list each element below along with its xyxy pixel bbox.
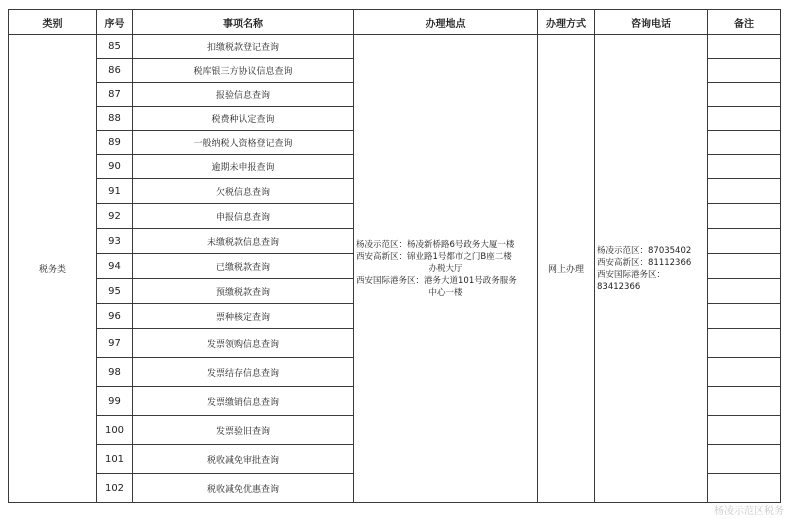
note-cell — [708, 107, 781, 131]
item-name-cell: 逾期未申报查询 — [133, 155, 354, 179]
item-name-cell: 已缴税款查询 — [133, 254, 354, 279]
header-location: 办理地点 — [354, 10, 538, 35]
note-cell — [708, 229, 781, 254]
seq-cell: 97 — [97, 329, 133, 358]
item-name-cell: 申报信息查询 — [133, 204, 354, 229]
note-cell — [708, 155, 781, 179]
note-cell — [708, 329, 781, 358]
phone-line: 西安国际港务区： — [597, 269, 666, 280]
seq-cell: 101 — [97, 445, 133, 474]
table-body — [9, 35, 781, 503]
seq-cell: 96 — [97, 304, 133, 329]
note-cell — [708, 445, 781, 474]
seq-cell: 98 — [97, 358, 133, 387]
note-cell — [708, 358, 781, 387]
method-cell: 网上办理 — [538, 35, 595, 503]
seq-cell: 91 — [97, 179, 133, 204]
header-seq: 序号 — [97, 10, 133, 35]
location-line: 中心一楼 — [428, 287, 463, 298]
phone-line: 杨凌示范区：87035402 — [597, 245, 692, 256]
watermark: 杨凌示范区税务 — [714, 506, 784, 517]
note-cell — [708, 59, 781, 83]
note-cell — [708, 131, 781, 155]
phone-cell — [595, 35, 708, 503]
phone-line: 83412366 — [597, 281, 641, 292]
note-cell — [708, 204, 781, 229]
item-name-cell: 票种核定查询 — [133, 304, 354, 329]
note-cell — [708, 179, 781, 204]
seq-cell: 100 — [97, 416, 133, 445]
header-item: 事项名称 — [133, 10, 354, 35]
note-cell — [708, 254, 781, 279]
note-cell — [708, 83, 781, 107]
item-name-cell: 发票结存信息查询 — [133, 358, 354, 387]
item-name-cell: 发票缴销信息查询 — [133, 387, 354, 416]
seq-cell: 102 — [97, 474, 133, 503]
location-line: 西安国际港务区：港务大道101号政务服务 — [356, 275, 517, 286]
item-name-cell: 未缴税款信息查询 — [133, 229, 354, 254]
seq-cell: 93 — [97, 229, 133, 254]
seq-cell: 85 — [97, 35, 133, 59]
seq-cell: 87 — [97, 83, 133, 107]
note-cell — [708, 279, 781, 304]
seq-cell: 89 — [97, 131, 133, 155]
item-name-cell: 扣缴税款登记查询 — [133, 35, 354, 59]
seq-cell: 88 — [97, 107, 133, 131]
seq-cell: 92 — [97, 204, 133, 229]
seq-cell: 99 — [97, 387, 133, 416]
item-name-cell: 发票验旧查询 — [133, 416, 354, 445]
item-name-cell: 税库银三方协议信息查询 — [133, 59, 354, 83]
seq-cell: 90 — [97, 155, 133, 179]
item-name-cell: 发票领购信息查询 — [133, 329, 354, 358]
location-line: 西安高新区：锦业路1号都市之门B座二楼 — [356, 251, 512, 262]
table-row — [9, 35, 781, 59]
location-cell — [354, 35, 538, 503]
item-name-cell: 税收减免审批查询 — [133, 445, 354, 474]
category-cell: 税务类 — [9, 35, 97, 503]
item-name-cell: 报验信息查询 — [133, 83, 354, 107]
location-line: 杨凌示范区：杨凌新桥路6号政务大厦一楼 — [356, 239, 515, 250]
tax-items-table — [8, 9, 781, 503]
header-note: 备注 — [708, 10, 781, 35]
item-name-cell: 欠税信息查询 — [133, 179, 354, 204]
phone-line: 西安高新区：81112366 — [597, 257, 692, 268]
note-cell — [708, 416, 781, 445]
item-name-cell: 税收减免优惠查询 — [133, 474, 354, 503]
note-cell — [708, 304, 781, 329]
note-cell — [708, 35, 781, 59]
seq-cell: 95 — [97, 279, 133, 304]
header-row — [9, 10, 781, 35]
header-method: 办理方式 — [538, 10, 595, 35]
header-category: 类别 — [9, 10, 97, 35]
header-phone: 咨询电话 — [595, 10, 708, 35]
seq-cell: 86 — [97, 59, 133, 83]
item-name-cell: 预缴税款查询 — [133, 279, 354, 304]
note-cell — [708, 474, 781, 503]
seq-cell: 94 — [97, 254, 133, 279]
note-cell — [708, 387, 781, 416]
item-name-cell: 税费种认定查询 — [133, 107, 354, 131]
location-line: 办税大厅 — [428, 263, 463, 274]
item-name-cell: 一般纳税人资格登记查询 — [133, 131, 354, 155]
